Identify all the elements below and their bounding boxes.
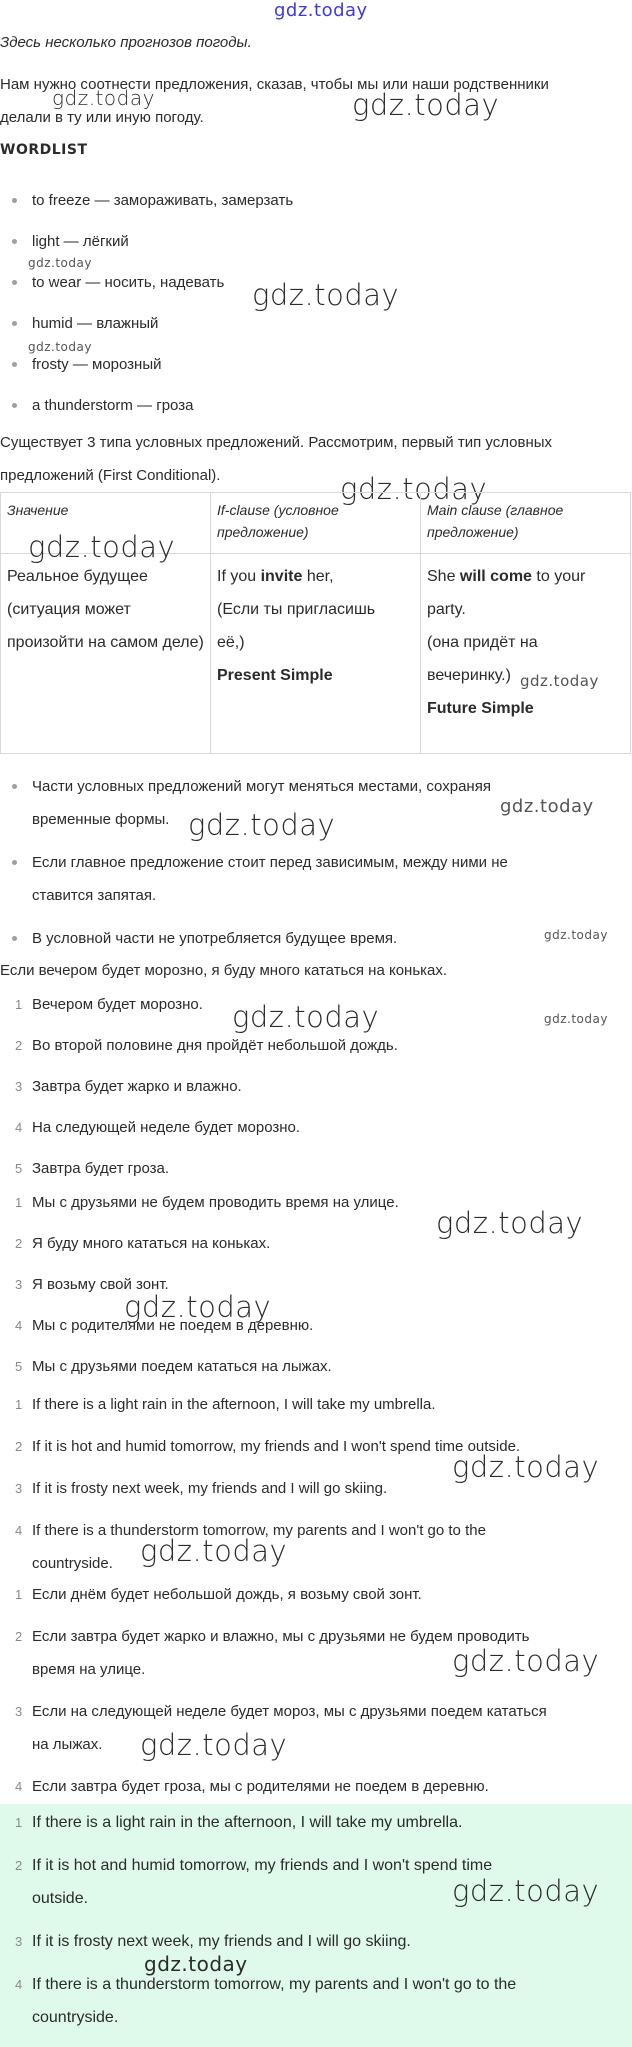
watermark-top: gdz.today <box>274 0 368 21</box>
if-clause-translation: её,) <box>217 634 245 651</box>
bullet-icon <box>12 936 17 941</box>
wordlist-item-text: to freeze — замораживать, замерзать <box>32 192 294 209</box>
main-clause-example: She will come to your <box>427 568 586 585</box>
watermark: gdz.today <box>340 472 488 506</box>
watermark: gdz.today <box>520 672 599 690</box>
watermark: gdz.today <box>500 796 594 817</box>
watermark: gdz.today <box>544 1012 608 1026</box>
wordlist-item-text: a thunderstorm — гроза <box>32 397 194 414</box>
list-item: 1 Если днём будет небольшой дождь, я возьму свой зонт. <box>15 1586 422 1603</box>
list-item: 4 Если завтра будет гроза, мы с родителями не поедем в деревню. <box>15 1778 489 1795</box>
list-item: 2 If it is hot and humid tomorrow, my friends and I won't spend time outside. <box>15 1438 521 1455</box>
table-row <box>1 554 631 754</box>
main-clause-example: party. <box>427 601 466 618</box>
meaning-line: произойти на самом деле) <box>7 634 204 651</box>
list-item: 1 Мы с друзьями не будем проводить время на улице. <box>15 1194 399 1211</box>
list-item: 4 На следующей неделе будет морозно. <box>15 1119 301 1136</box>
list-item: 1 Вечером будет морозно. <box>15 996 203 1013</box>
watermark: gdz.today <box>252 278 400 312</box>
watermark: gdz.today <box>140 1534 288 1568</box>
watermark: gdz.today <box>144 1952 248 1976</box>
wordlist-item-text: to wear — носить, надевать <box>32 274 225 291</box>
table-cell-main-clause <box>421 554 631 754</box>
list-item: 2 Во второй половине дня пройдёт небольшой дождь. <box>15 1037 398 1054</box>
list-item: 1 If there is a light rain in the afternoon, I will take my umbrella. <box>15 1814 463 1831</box>
watermark: gdz.today <box>52 86 155 110</box>
watermark: gdz.today <box>28 340 92 354</box>
main-clause-translation: (она придёт на <box>427 634 538 651</box>
bullet-icon <box>12 860 17 865</box>
wordlist-item-text: light — лёгкий <box>32 233 129 250</box>
bullet-icon <box>12 321 17 326</box>
wordlist-item-text: humid — влажный <box>32 315 159 332</box>
wordlist-item <box>0 389 293 422</box>
watermark: gdz.today <box>544 928 608 942</box>
watermark: gdz.today <box>140 1728 288 1762</box>
list-item: 3 If it is frosty next week, my friends and I will go skiing. <box>15 1480 388 1497</box>
wordlist-item <box>0 184 293 217</box>
watermark: gdz.today <box>28 256 92 270</box>
list-item: 3 Я возьму свой зонт. <box>15 1276 169 1293</box>
list-item: 2 Если завтра будет жарко и влажно, мы с друзьями не будем проводить время на улице. <box>15 1628 530 1678</box>
russian-list <box>0 1578 547 1803</box>
grammar-intro-line-2: предложений (First Conditional). <box>0 467 221 484</box>
intro-line-2: делали в ту или иную погоду. <box>0 109 204 126</box>
wordlist-item <box>0 266 293 299</box>
list-item: 4 If there is a thunderstorm tomorrow, my parents and I won't go to the countryside. <box>15 1522 486 1572</box>
list-item: 3 Если на следующей неделе будет мороз, мы с друзьями поедем кататься на лыжах. <box>15 1703 547 1753</box>
list-item: 1 If there is a light rain in the afternoon, I will take my umbrella. <box>15 1396 436 1413</box>
bullet-icon <box>12 784 17 789</box>
list-item: 4 Мы с родителями не поедем в деревню. <box>15 1317 314 1334</box>
watermark: gdz.today <box>28 530 176 564</box>
grammar-intro-line-1: Существует 3 типа условных предложений. Рассмотрим, первый тип условных <box>0 434 553 451</box>
bullet-icon <box>12 403 17 408</box>
rule-item: Если главное предложение стоит перед зависимым, между ними не ставится запятая. <box>0 846 508 912</box>
watermark: gdz.today <box>188 808 336 842</box>
intro-line-1: Нам нужно соотнести предложения, сказав, чтобы мы или наши родственники <box>0 76 549 93</box>
list-item: 4 If there is a thunderstorm tomorrow, my parents and I won't go to the countryside. <box>15 1976 517 2026</box>
bullet-icon <box>12 239 17 244</box>
list-item: 3 Завтра будет жарко и влажно. <box>15 1078 242 1095</box>
example-sentence: Если вечером будет морозно, я буду много кататься на коньках. <box>0 962 448 979</box>
bullet-icon <box>12 280 17 285</box>
list-item: 3 If it is frosty next week, my friends and I will go skiing. <box>15 1933 411 1950</box>
wordlist <box>0 184 293 422</box>
table-header-if-clause: If-clause (условное предложение) <box>211 493 421 554</box>
wordlist-item-text: frosty — морозный <box>32 356 162 373</box>
watermark: gdz.today <box>452 1450 600 1484</box>
rules-list <box>0 770 508 955</box>
wordlist-item <box>0 225 293 258</box>
bullet-icon <box>12 198 17 203</box>
watermark: gdz.today <box>452 1874 600 1908</box>
table-header-main-clause: Main clause (главное предложение) <box>421 493 631 554</box>
wordlist-title: WORDLIST <box>0 142 88 158</box>
bullet-icon <box>12 362 17 367</box>
answer-list <box>0 1806 516 2034</box>
table-header-meaning: Значение <box>1 493 211 554</box>
meaning-line: Реальное будущее <box>7 568 148 585</box>
table-cell-if-clause <box>211 554 421 754</box>
if-clause-translation: (Если ты пригласишь <box>217 601 376 618</box>
meaning-line: (ситуация может <box>7 601 131 618</box>
watermark: gdz.today <box>124 1290 272 1324</box>
intro-title: Здесь несколько прогнозов погоды. <box>0 34 252 51</box>
watermark: gdz.today <box>232 1000 380 1034</box>
list-item: 2 Я буду много кататься на коньках. <box>15 1235 271 1252</box>
list-item: 2 If it is hot and humid tomorrow, my friends and I won't spend time outside. <box>15 1857 493 1907</box>
rule-item: Части условных предложений могут меняться местами, сохраняя временные формы. <box>0 770 508 836</box>
wordlist-item <box>0 307 293 340</box>
watermark: gdz.today <box>452 1644 600 1678</box>
if-clause-tense: Present Simple <box>217 667 333 684</box>
main-clause-tense: Future Simple <box>427 700 534 717</box>
rule-item: В условной части не употребляется будущее время. <box>0 922 508 955</box>
table-cell-meaning <box>1 554 211 754</box>
list-item: 5 Завтра будет гроза. <box>15 1160 170 1177</box>
watermark: gdz.today <box>436 1206 584 1240</box>
watermark: gdz.today <box>352 88 500 122</box>
main-clause-translation: вечеринку.) <box>427 667 511 684</box>
if-clause-example: If you invite her, <box>217 568 334 585</box>
list-item: 5 Мы с друзьями поедем кататься на лыжах. <box>15 1358 332 1375</box>
action-list <box>0 1186 399 1383</box>
